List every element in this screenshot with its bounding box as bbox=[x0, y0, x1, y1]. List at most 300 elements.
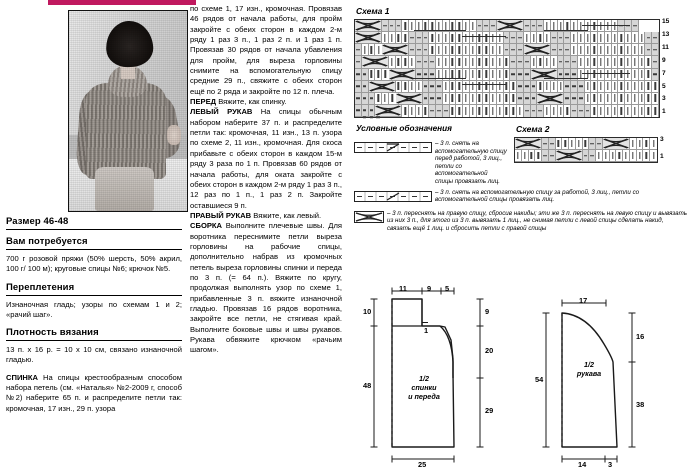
chart-cell bbox=[585, 69, 592, 81]
chart-cell bbox=[369, 44, 376, 56]
legend-item-text: – 3 п. переснять на правую спицу, сбросив накиды; эти же 3 п. переснять на левую спицу и вывязать из них 3 п., для этого из 3 п. вывязать 1 лиц., не снимая петли с левой спицы сделать накид, связать ещё 1 лиц. и сбросить петли с правой спицы bbox=[387, 209, 688, 232]
chart-cell bbox=[409, 105, 416, 117]
chart-cell bbox=[497, 93, 504, 105]
chart-cell bbox=[402, 20, 409, 32]
chart-cell bbox=[618, 69, 625, 81]
chart-cell bbox=[551, 56, 558, 68]
chart-cell bbox=[598, 105, 605, 117]
chart-cell bbox=[423, 44, 430, 56]
chart-cell bbox=[585, 20, 592, 32]
chart-cell bbox=[531, 32, 538, 44]
chart-cell bbox=[551, 81, 558, 93]
chart-cell bbox=[632, 81, 639, 93]
chart-cell bbox=[409, 32, 416, 44]
chart-cell bbox=[504, 81, 511, 93]
chart-cell bbox=[456, 32, 463, 44]
chart-cell bbox=[389, 56, 396, 68]
chart-cell bbox=[578, 56, 585, 68]
chart-cell bbox=[645, 93, 652, 105]
assembly-text: Выполните плечевые швы. Для воротника переснимите петли выреза горловины на рабочие спицы, дополнительно набрав из кромочных петель выреза горловины спинки и переда по 3 п. (= 64 п.). Вяжите по кругу, продолжая выполнять узор по схеме 1, прибавленные 3 п. вяжите изнаночной гладью. Провязав 16 рядов воротника, закройте все петли, не стягивая край. Выполните боковые швы и швы рукавов. Рукава обвяжите крючком «рачьим шагом». bbox=[190, 221, 342, 355]
chart-cell bbox=[369, 105, 376, 117]
chart-cell bbox=[375, 69, 382, 81]
sleeve-dim-top: 17 bbox=[579, 296, 588, 305]
chart-cell bbox=[443, 93, 450, 105]
chart-cell bbox=[605, 20, 612, 32]
chart-cell bbox=[436, 69, 443, 81]
chart-cell bbox=[598, 93, 605, 105]
schematics bbox=[352, 282, 690, 470]
chart-cell bbox=[477, 56, 484, 68]
chart-cell bbox=[389, 20, 396, 32]
divider bbox=[6, 340, 182, 341]
gauge-heading: Плотность вязания bbox=[6, 327, 99, 339]
chart-cell bbox=[477, 81, 484, 93]
chart-cell bbox=[490, 32, 497, 44]
chart-cell bbox=[396, 20, 403, 32]
chart-cell bbox=[544, 20, 551, 32]
schematic-body bbox=[352, 282, 522, 470]
chart-cell bbox=[612, 69, 619, 81]
chart-cell bbox=[382, 32, 389, 44]
cross-bobble-icon bbox=[354, 210, 384, 228]
chart-cell bbox=[645, 105, 652, 117]
model-photo bbox=[68, 10, 188, 212]
chart-cell bbox=[477, 93, 484, 105]
chart-cell bbox=[544, 32, 551, 44]
chart-cell bbox=[416, 44, 423, 56]
chart-cell bbox=[362, 69, 369, 81]
chart-cell bbox=[470, 44, 477, 56]
chart-cell bbox=[429, 93, 436, 105]
chart-cell bbox=[625, 93, 632, 105]
chart-cell bbox=[639, 32, 646, 44]
chart-row-number: 1 bbox=[662, 108, 666, 116]
chart-cell bbox=[470, 93, 477, 105]
chart-cell bbox=[618, 56, 625, 68]
chart-cell bbox=[517, 81, 524, 93]
chart-cell bbox=[375, 93, 382, 105]
chart-cell bbox=[416, 20, 423, 32]
chart-cell bbox=[429, 105, 436, 117]
chart-cell bbox=[483, 81, 490, 93]
chart-cell bbox=[362, 81, 369, 93]
body-dim-top-2: 9 bbox=[427, 284, 432, 293]
chart-cell bbox=[463, 69, 470, 81]
chart-cell bbox=[416, 81, 423, 93]
chart-cell bbox=[645, 44, 652, 56]
chart-cell bbox=[571, 56, 578, 68]
chart-cell bbox=[598, 20, 605, 32]
chart-cell bbox=[463, 20, 470, 32]
legend-list bbox=[354, 140, 688, 235]
chart-cell bbox=[382, 93, 389, 105]
chart-cell bbox=[483, 56, 490, 68]
chart-cell bbox=[598, 44, 605, 56]
chart-cell bbox=[456, 44, 463, 56]
chart-cell bbox=[652, 44, 659, 56]
chart-cell bbox=[645, 56, 652, 68]
left-column-text bbox=[6, 216, 182, 421]
body-label-2: спинки bbox=[411, 383, 437, 392]
chart-cell bbox=[470, 81, 477, 93]
chart-cell bbox=[510, 32, 517, 44]
right-sleeve-text: Вяжите, как левый. bbox=[253, 210, 322, 220]
front-text: Вяжите, как спинку. bbox=[218, 97, 287, 107]
sleeve-dim-bottom-1: 14 bbox=[578, 460, 587, 469]
chart-cell bbox=[578, 105, 585, 117]
chart-cell bbox=[429, 56, 436, 68]
legend-title: Условные обозначения bbox=[356, 124, 452, 133]
chart-cell bbox=[450, 44, 457, 56]
chart-cell bbox=[585, 44, 592, 56]
back-section bbox=[6, 373, 182, 414]
back-text: На спицы крестообразным способом набора петель (см. «Наталья» №2-2009 г, способ №2) наберите 65 п. и распределите петли так: кромочная, 17 изн., 29 п. узора bbox=[6, 372, 182, 413]
gauge-section bbox=[6, 327, 182, 366]
chart-cell bbox=[618, 20, 625, 32]
chart-cell bbox=[618, 105, 625, 117]
chart-cell bbox=[429, 69, 436, 81]
body-dim-right-mid: 20 bbox=[485, 346, 494, 355]
chart-cell bbox=[396, 56, 403, 68]
legend-item bbox=[354, 140, 509, 186]
chart-cell bbox=[652, 56, 659, 68]
column-middle bbox=[190, 4, 342, 466]
chart-row-number: 5 bbox=[662, 82, 666, 90]
chart-cell bbox=[490, 105, 497, 117]
chart-cell bbox=[483, 105, 490, 117]
chart-cell bbox=[436, 56, 443, 68]
chart-cell bbox=[645, 81, 652, 93]
chart-cell bbox=[369, 93, 376, 105]
sleeve-dim-left: 54 bbox=[535, 375, 544, 384]
chart-cell bbox=[571, 93, 578, 105]
chart-cell bbox=[537, 56, 544, 68]
chart-cell bbox=[483, 93, 490, 105]
chart-row-number: 9 bbox=[662, 56, 666, 64]
chart-cell bbox=[423, 32, 430, 44]
sleeve-label-2: рукава bbox=[576, 369, 602, 378]
chart-cell bbox=[632, 105, 639, 117]
chart1-row-numbers bbox=[662, 19, 669, 116]
chart-cell bbox=[416, 32, 423, 44]
chart-cell bbox=[355, 81, 362, 93]
back-label: СПИНКА bbox=[6, 372, 39, 382]
chart-cell bbox=[409, 81, 416, 93]
chart-cell bbox=[429, 81, 436, 93]
chart-cell bbox=[544, 56, 551, 68]
chart-cell bbox=[544, 105, 551, 117]
chart-cell bbox=[531, 93, 538, 105]
chart-cell bbox=[517, 105, 524, 117]
chart-cell bbox=[558, 44, 565, 56]
chart-cell bbox=[429, 20, 436, 32]
chart-cell bbox=[490, 69, 497, 81]
column-right bbox=[352, 0, 690, 470]
chart1-grid bbox=[354, 19, 660, 118]
materials-heading: Вам потребуется bbox=[6, 236, 88, 247]
chart-cell bbox=[490, 56, 497, 68]
chart-cell bbox=[483, 44, 490, 56]
chart-row-number: 11 bbox=[662, 43, 669, 51]
chart-cell bbox=[639, 44, 646, 56]
chart-cell bbox=[355, 56, 362, 68]
stitches-section bbox=[6, 282, 182, 321]
size-section bbox=[6, 216, 182, 230]
chart-cell bbox=[450, 93, 457, 105]
chart-cell bbox=[531, 105, 538, 117]
chart-cell bbox=[463, 32, 470, 44]
chart-cell bbox=[369, 81, 396, 93]
chart-cell bbox=[450, 56, 457, 68]
chart-row-number: 3 bbox=[662, 95, 666, 103]
gauge-text: 13 п. х 16 р. = 10 х 10 см, связано изнаночной гладью. bbox=[6, 345, 182, 365]
chart-cell bbox=[402, 32, 409, 44]
chart-cell bbox=[551, 105, 558, 117]
chart-cell bbox=[591, 44, 598, 56]
chart-cell bbox=[571, 20, 578, 32]
body-dim-left-top: 10 bbox=[363, 307, 372, 316]
chart-cell bbox=[578, 69, 585, 81]
body-dim-right-bottom: 29 bbox=[485, 406, 494, 415]
chart-cell bbox=[463, 44, 470, 56]
chart-cell bbox=[571, 44, 578, 56]
chart-cell bbox=[389, 93, 396, 105]
chart-cell bbox=[632, 20, 639, 32]
chart-cell bbox=[443, 20, 450, 32]
chart-cell bbox=[585, 105, 592, 117]
chart-row-number: 1 bbox=[660, 153, 664, 161]
chart-cell bbox=[585, 93, 592, 105]
chart-cell bbox=[423, 81, 430, 93]
legend-item-text: – 3 п. снять на вспомогательную спицу перед работой, 3 лиц., петли со вспомогательной спицы провязать лиц. bbox=[435, 140, 507, 185]
chart-cell bbox=[483, 20, 490, 32]
chart-cell bbox=[625, 44, 632, 56]
chart-cell bbox=[443, 32, 450, 44]
chart-cell bbox=[612, 32, 619, 44]
chart-cell bbox=[524, 69, 531, 81]
chart-cell bbox=[605, 93, 612, 105]
chart-cell bbox=[409, 20, 416, 32]
chart-cell bbox=[504, 32, 511, 44]
chart-cell bbox=[450, 105, 457, 117]
chart-cell bbox=[558, 69, 565, 81]
chart-cell bbox=[605, 81, 612, 93]
body-label bbox=[396, 374, 452, 401]
chart-cell bbox=[470, 69, 477, 81]
chart-cell bbox=[510, 105, 517, 117]
body-dim-top-3: 5 bbox=[445, 284, 450, 293]
chart-cell bbox=[564, 20, 571, 32]
body-dim-inner: 1 bbox=[424, 326, 429, 335]
chart-cell bbox=[551, 20, 558, 32]
chart-cell bbox=[585, 32, 592, 44]
chart-cell bbox=[382, 69, 389, 81]
chart-cell bbox=[564, 105, 571, 117]
schematic-sleeve bbox=[522, 282, 690, 470]
chart-cell bbox=[490, 93, 497, 105]
chart-cell bbox=[618, 44, 625, 56]
chart-cell bbox=[652, 69, 659, 81]
chart-cell bbox=[517, 69, 524, 81]
legend-item-text: – 3 п. снять на вспомогательную спицу за работой, 3 лиц., петли со вспомогательной спицы провязать лиц. bbox=[435, 188, 640, 204]
chart-cell bbox=[375, 44, 382, 56]
chart-cell bbox=[531, 69, 558, 81]
cable-back-3x3-icon bbox=[354, 189, 432, 207]
chart-cell bbox=[416, 69, 423, 81]
chart-cell bbox=[632, 69, 639, 81]
body-dim-left-bottom: 48 bbox=[363, 381, 372, 390]
chart-cell bbox=[423, 69, 430, 81]
chart-cell bbox=[443, 105, 450, 117]
chart-cell bbox=[456, 81, 463, 93]
chart-cell bbox=[497, 69, 504, 81]
chart-cell bbox=[544, 81, 551, 93]
legend-item bbox=[354, 189, 688, 207]
chart-cell bbox=[524, 93, 531, 105]
size-heading: Размер 46-48 bbox=[6, 216, 69, 227]
chart-cell bbox=[531, 56, 538, 68]
chart-cell bbox=[409, 56, 416, 68]
chart-cell bbox=[551, 32, 558, 44]
left-sleeve-section bbox=[190, 107, 342, 210]
chart-cell bbox=[632, 56, 639, 68]
chart-cell bbox=[558, 20, 565, 32]
chart-cell bbox=[652, 81, 659, 93]
chart-cell bbox=[510, 44, 517, 56]
chart-cell bbox=[504, 44, 511, 56]
chart-cell bbox=[537, 20, 544, 32]
chart-cell bbox=[470, 32, 477, 44]
chart-cell bbox=[558, 105, 565, 117]
chart-cell bbox=[625, 20, 632, 32]
chart-cell bbox=[402, 56, 409, 68]
chart-cell bbox=[456, 56, 463, 68]
chart-cell bbox=[639, 105, 646, 117]
chart-cell bbox=[423, 20, 430, 32]
chart-cell bbox=[436, 44, 443, 56]
chart-cell bbox=[591, 81, 598, 93]
chart-row-number: 13 bbox=[662, 30, 670, 38]
chart-cell bbox=[362, 93, 369, 105]
chart-cell bbox=[645, 32, 652, 44]
chart-cell bbox=[436, 32, 443, 44]
chart-cell bbox=[625, 32, 632, 44]
body-label-1: 1/2 bbox=[419, 374, 429, 383]
chart-cell bbox=[564, 81, 571, 93]
chart-cell bbox=[355, 93, 362, 105]
chart-cell bbox=[605, 32, 612, 44]
divider bbox=[6, 295, 182, 296]
front-section bbox=[190, 97, 342, 107]
chart-cell bbox=[443, 44, 450, 56]
chart-cell bbox=[591, 20, 598, 32]
chart-cell bbox=[355, 69, 362, 81]
sleeve-dim-bottom-2: 3 bbox=[608, 460, 613, 469]
chart-row-number: 7 bbox=[662, 69, 666, 77]
materials-section bbox=[6, 236, 182, 275]
chart-cell bbox=[612, 56, 619, 68]
chart-cell bbox=[470, 105, 477, 117]
chart-cell bbox=[558, 32, 565, 44]
chart-cell bbox=[443, 81, 450, 93]
chart-cell bbox=[618, 81, 625, 93]
chart-cell bbox=[524, 56, 531, 68]
chart-cell bbox=[355, 20, 382, 32]
chart-cell bbox=[443, 56, 450, 68]
chart-cell bbox=[585, 81, 592, 93]
chart-cell bbox=[497, 56, 504, 68]
sleeve-label-1: 1/2 bbox=[584, 360, 594, 369]
column-left bbox=[6, 4, 182, 466]
chart-cell bbox=[652, 32, 659, 44]
chart-cell bbox=[470, 56, 477, 68]
left-sleeve-label: ЛЕВЫЙ РУКАВ bbox=[190, 107, 253, 117]
legend-item bbox=[354, 210, 688, 233]
chart-cell bbox=[598, 81, 605, 93]
chart-cell bbox=[591, 69, 598, 81]
chart-cell bbox=[564, 93, 571, 105]
right-sleeve-section bbox=[190, 211, 342, 221]
chart-cell bbox=[510, 81, 517, 93]
stitches-text: Изнаночная гладь; узоры по схемам 1 и 2; «рачий шаг». bbox=[6, 299, 182, 319]
body-label-3: и переда bbox=[408, 392, 440, 401]
continued-text: по схеме 1, 17 изн., кромочная. Провязав 46 рядов от начала работы, для пройм закройте с обеих сторон в каждом 2-м ряду 1 раз 3 п., 1 раз 2 п. и 1 раз 1 п. Провязав 30 рядов от начала убавления для пройм, для выреза горловины снимите на вспомогательную спицу средние 29 п., свяжите с обеих сторон ещё по 2 ряда и закройте по 12 п. плеча. bbox=[190, 4, 342, 96]
chart-cell bbox=[537, 81, 544, 93]
chart-cell bbox=[652, 93, 659, 105]
chart-cell bbox=[625, 69, 632, 81]
divider bbox=[6, 229, 182, 230]
sleeve-dim-right-bottom: 38 bbox=[636, 400, 645, 409]
chart-cell bbox=[537, 93, 564, 105]
chart-cell bbox=[571, 69, 578, 81]
materials-text: 700 г розовой пряжи (50% шерсть, 50% акрил, 100 г/ 100 м); круговые спицы №6; крючок №5. bbox=[6, 254, 182, 274]
chart-cell bbox=[382, 20, 389, 32]
chart-cell bbox=[477, 32, 484, 44]
chart-cell bbox=[585, 56, 592, 68]
chart-cell bbox=[598, 56, 605, 68]
chart-cell bbox=[632, 93, 639, 105]
sleeve-dim-right-top: 16 bbox=[636, 332, 645, 341]
chart-row-number: 15 bbox=[662, 18, 670, 25]
chart-cell bbox=[355, 32, 382, 44]
chart-cell bbox=[612, 44, 619, 56]
chart-cell bbox=[524, 44, 551, 56]
chart-cell bbox=[531, 81, 538, 93]
chart-cell bbox=[389, 69, 416, 81]
chart-cell bbox=[362, 44, 369, 56]
chart-cell bbox=[578, 81, 585, 93]
chart-cell bbox=[524, 32, 531, 44]
chart-cell bbox=[436, 93, 443, 105]
chart-cell bbox=[632, 44, 639, 56]
chart-cell bbox=[551, 44, 558, 56]
chart1-grid-wrap bbox=[354, 19, 688, 118]
body-dim-right-top: 9 bbox=[485, 307, 490, 316]
chart-cell bbox=[612, 81, 619, 93]
chart-row-number: 3 bbox=[660, 136, 664, 143]
chart-cell bbox=[618, 32, 625, 44]
chart-cell bbox=[578, 32, 585, 44]
front-label: ПЕРЕД bbox=[190, 97, 217, 107]
chart-cell bbox=[369, 69, 376, 81]
chart-cell bbox=[524, 81, 531, 93]
chart-cell bbox=[571, 32, 578, 44]
left-sleeve-text: На спицы обычным набором наберите 37 п. и распределите петли так: кромочная, 11 изн., 13 п. узора по схеме 2, 11 изн., кромочная. Для скоса прибавьте с обеих сторон в каждом 15-м ряду 3 раза по 1 п. Провязав 60 рядов от начала работы, для оката закройте с обеих сторон в каждом 2-м ряду 1 раз 3 п., 12 раз по 1 п., 1 раз 2 п. Закройте оставшиеся 9 п. bbox=[190, 107, 343, 210]
cable-front-3x3-icon bbox=[354, 140, 432, 158]
chart-cell bbox=[456, 93, 463, 105]
chart-cell bbox=[591, 32, 598, 44]
chart-cell bbox=[463, 56, 470, 68]
